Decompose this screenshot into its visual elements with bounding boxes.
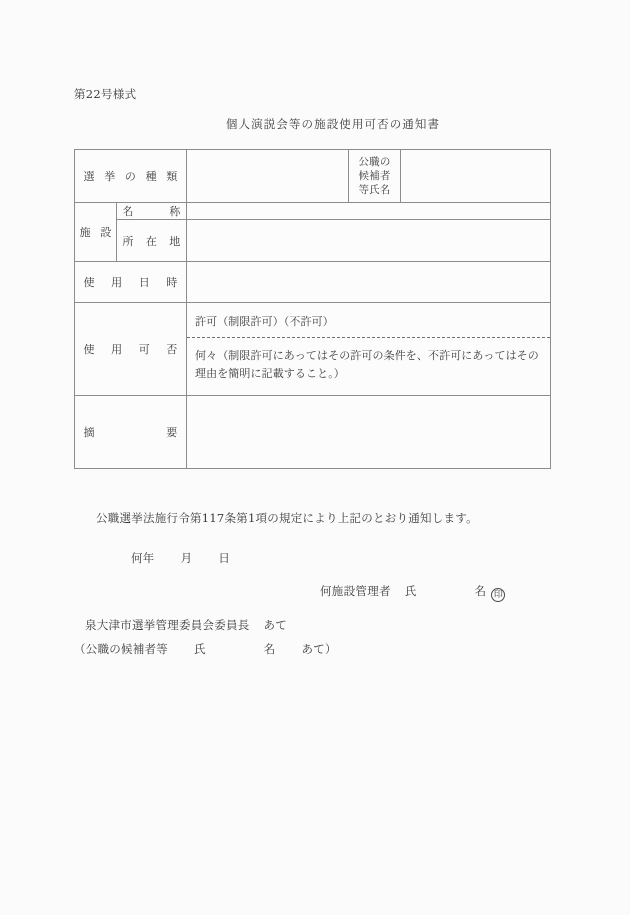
notification-form-table xyxy=(74,149,551,469)
date-line xyxy=(131,550,230,566)
addressee-secondary-surname[interactable]: 氏 xyxy=(194,642,206,656)
table-row-facility-address xyxy=(75,220,551,262)
seal-icon: 印 xyxy=(491,588,505,602)
label-facility: 施設 xyxy=(75,203,117,262)
addressee-secondary xyxy=(74,641,337,657)
table-row-use-datetime xyxy=(75,262,551,303)
addressee-primary-name: 泉大津市選挙管理委員会委員長 xyxy=(85,618,250,632)
label-summary: 摘要 xyxy=(75,396,187,469)
date-year[interactable]: 何年 xyxy=(131,551,155,565)
usability-options-text: 許可（制限許可）（不許可） xyxy=(195,315,334,329)
field-summary-value[interactable] xyxy=(187,396,551,469)
field-candidate-name-value[interactable] xyxy=(401,150,551,203)
table-row-election-type xyxy=(75,150,551,203)
table-row-facility-name xyxy=(75,203,551,220)
document-title: 個人演説会等の施設使用可否の通知書 xyxy=(225,117,441,131)
field-election-type-value[interactable] xyxy=(187,150,349,203)
addressee-secondary-givenname[interactable]: 名 xyxy=(263,642,276,656)
table-row-summary xyxy=(75,396,551,469)
date-month[interactable]: 月 xyxy=(180,551,193,565)
addressee-secondary-open: （公職の候補者等 xyxy=(74,642,168,656)
label-election-type: 選挙の種類 xyxy=(75,150,187,203)
signer-line xyxy=(320,583,505,602)
usability-note-text: 何々（制限許可にあってはその許可の条件を、不許可にあってはその理由を簡明に記載すること。） xyxy=(195,349,539,380)
label-facility-address: 所在地 xyxy=(117,220,187,262)
label-candidate-name: 公職の 候補者 等氏名 xyxy=(349,150,401,203)
field-use-datetime-value[interactable] xyxy=(187,262,551,303)
addressee-primary-suffix: あて xyxy=(263,618,287,632)
label-usability: 使用可否 xyxy=(75,303,187,396)
table-row-usability xyxy=(75,303,551,396)
notice-statement: 公職選挙法施行令第117条第1項の規定により上記のとおり通知します。 xyxy=(96,511,478,525)
signer-givenname-label: 名 xyxy=(474,584,487,598)
field-usability-value[interactable] xyxy=(187,303,551,396)
addressee-secondary-suffix: あて） xyxy=(301,642,337,656)
signer-surname-label: 氏 xyxy=(404,584,417,598)
date-day[interactable]: 日 xyxy=(218,551,231,565)
form-number: 第22号様式 xyxy=(74,87,137,101)
field-facility-name-value[interactable] xyxy=(187,203,551,220)
addressee-primary xyxy=(85,617,287,633)
signer-role[interactable]: 何施設管理者 xyxy=(320,584,391,598)
label-use-datetime: 使用日時 xyxy=(75,262,187,303)
field-facility-address-value[interactable] xyxy=(187,220,551,262)
label-facility-name: 名称 xyxy=(117,203,187,220)
